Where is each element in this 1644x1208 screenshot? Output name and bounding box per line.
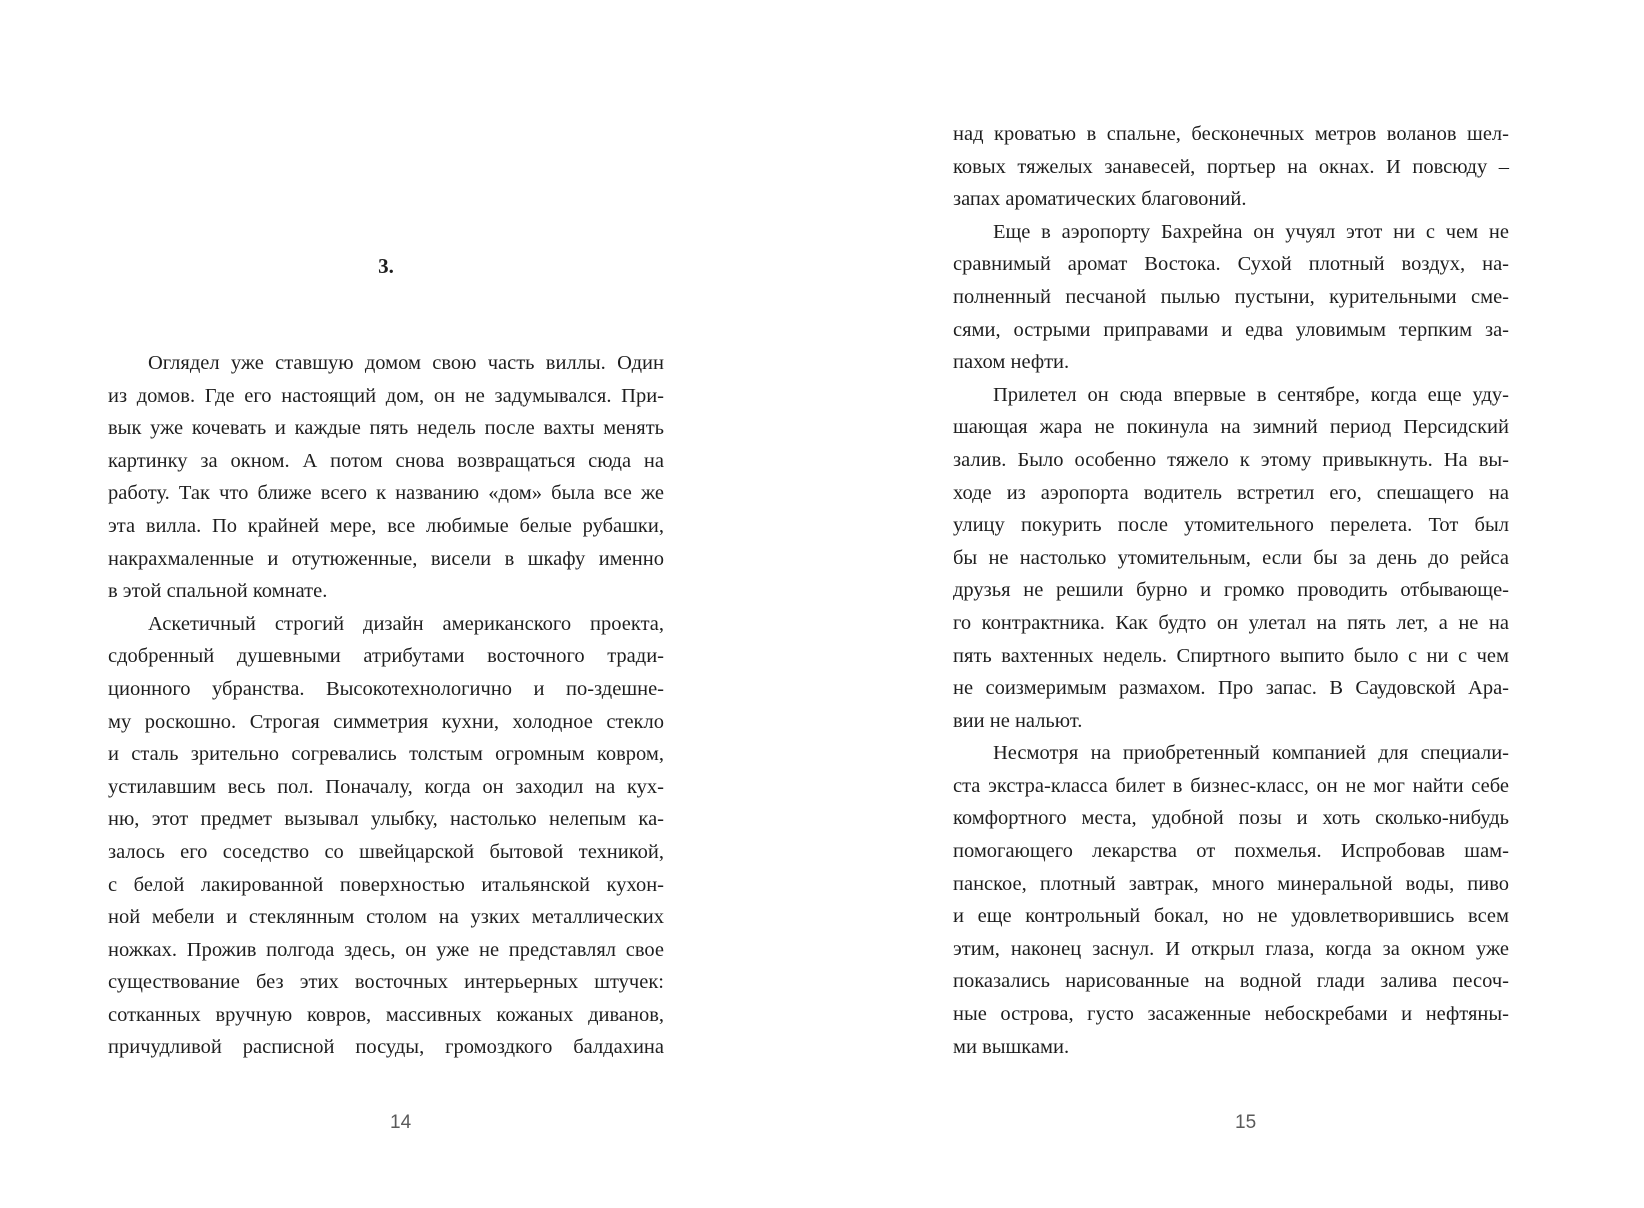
text-line: Несмотря на приобретенный компанией для специали- bbox=[993, 742, 1509, 765]
text-line: причудливой расписной посуды, громоздкого балдахина bbox=[108, 1036, 664, 1059]
text-line: и сталь зрительно согревались толстым огромным ковром, bbox=[108, 743, 664, 766]
text-line: запах ароматических благовоний. bbox=[953, 188, 1247, 211]
text-line: сдобренный душевными атрибутами восточного тради- bbox=[108, 645, 664, 668]
text-line: шающая жара не покинула на зимний период Персидский bbox=[953, 416, 1509, 439]
text-line: залось его соседство со швейцарской бытовой техникой, bbox=[108, 840, 664, 863]
page-number-right: 15 bbox=[1235, 1112, 1257, 1133]
text-line: из домов. Где его настоящий дом, он не задумывался. При- bbox=[108, 384, 664, 407]
text-line: му роскошно. Строгая симметрия кухни, холодное стекло bbox=[108, 710, 664, 733]
text-line: помогающего лекарства от похмелья. Испробовав шам- bbox=[953, 840, 1509, 863]
text-line: картинку за окном. А потом снова возвращаться сюда на bbox=[108, 449, 664, 472]
text-line: работу. Так что ближе всего к названию «дом» была все же bbox=[108, 482, 664, 505]
text-line: Аскетичный строгий дизайн американского проекта, bbox=[148, 612, 664, 635]
text-line: не соизмеримым размахом. Про запас. В Саудовской Ара- bbox=[953, 677, 1509, 700]
text-line: показались нарисованные на водной глади залива песоч- bbox=[953, 970, 1509, 993]
text-line: ные острова, густо засаженные небоскребами и нефтяны- bbox=[953, 1003, 1509, 1026]
text-line: ножках. Прожив полгода здесь, он уже не представлял свое bbox=[108, 938, 664, 961]
right-page-text bbox=[953, 118, 1509, 1063]
text-line: друзья не решили бурно и громко проводить отбывающе- bbox=[953, 579, 1509, 602]
left-page-text bbox=[108, 347, 664, 1064]
text-line: ной мебели и стеклянным столом на узких металлических bbox=[108, 906, 664, 929]
text-line: пахом нефти. bbox=[953, 351, 1070, 374]
text-line: и еще контрольный бокал, но не удовлетворившись всем bbox=[953, 905, 1509, 928]
text-line: ню, этот предмет вызывал улыбку, настолько нелепым ка- bbox=[108, 808, 664, 831]
text-line: сями, острыми приправами и едва уловимым терпким за- bbox=[953, 318, 1509, 341]
text-line: залив. Было особенно тяжело к этому привыкнуть. На вы- bbox=[953, 448, 1509, 471]
text-line: комфортного места, удобной позы и хоть сколько-нибудь bbox=[953, 807, 1509, 830]
text-line: ходе из аэропорта водитель встретил его, спешащего на bbox=[953, 481, 1509, 504]
text-line: ста экстра-класса билет в бизнес-класс, он не мог найти себе bbox=[953, 774, 1509, 797]
text-line: эта вилла. По крайней мере, все любимые белые рубашки, bbox=[108, 514, 664, 537]
text-line: сравнимый аромат Востока. Сухой плотный воздух, на- bbox=[953, 253, 1509, 276]
text-line: бы не настолько утомительным, если бы за день до рейса bbox=[953, 546, 1509, 569]
text-line: полненный песчаной пылью пустыни, курительными сме- bbox=[953, 285, 1509, 308]
text-line: панское, плотный завтрак, много минеральной воды, пиво bbox=[953, 872, 1509, 895]
text-line: ционного убранства. Высокотехнологично и по-здешне- bbox=[108, 677, 664, 700]
text-line: вии не нальют. bbox=[953, 709, 1083, 732]
text-line: го контрактника. Как будто он улетал на пять лет, а не на bbox=[953, 611, 1509, 634]
text-line: устилавшим весь пол. Поначалу, когда он заходил на кух- bbox=[108, 775, 664, 798]
text-line: улицу покурить после утомительного перелета. Тот был bbox=[953, 514, 1509, 537]
page-number-left: 14 bbox=[390, 1112, 412, 1133]
text-line: накрахмаленные и отутюженные, висели в шкафу именно bbox=[108, 547, 664, 570]
text-line: в этой спальной комнате. bbox=[108, 580, 328, 603]
text-line: ми вышками. bbox=[953, 1035, 1070, 1058]
text-line: Прилетел он сюда впервые в сентябре, когда еще уду- bbox=[993, 383, 1509, 406]
text-line: пять вахтенных недель. Спиртного выпито было с ни с чем bbox=[953, 644, 1509, 667]
text-line: этим, наконец заснул. И открыл глаза, когда за окном уже bbox=[953, 937, 1509, 960]
text-line: над кроватью в спальне, бесконечных метров воланов шел- bbox=[953, 123, 1509, 145]
text-line: вык уже кочевать и каждые пять недель после вахты менять bbox=[108, 417, 664, 440]
text-line: Оглядел уже ставшую домом свою часть виллы. Один bbox=[148, 352, 664, 374]
text-line: с белой лакированной поверхностью итальянской кухон- bbox=[108, 873, 664, 896]
text-line: Еще в аэропорту Бахрейна он учуял этот ни с чем не bbox=[993, 220, 1509, 243]
chapter-heading: 3. bbox=[378, 254, 394, 278]
text-line: сотканных вручную ковров, массивных кожаных диванов, bbox=[108, 1003, 664, 1026]
text-line: существование без этих восточных интерьерных штучек: bbox=[108, 971, 664, 994]
text-line: ковых тяжелых занавесей, портьер на окнах. И повсюду – bbox=[953, 155, 1509, 178]
